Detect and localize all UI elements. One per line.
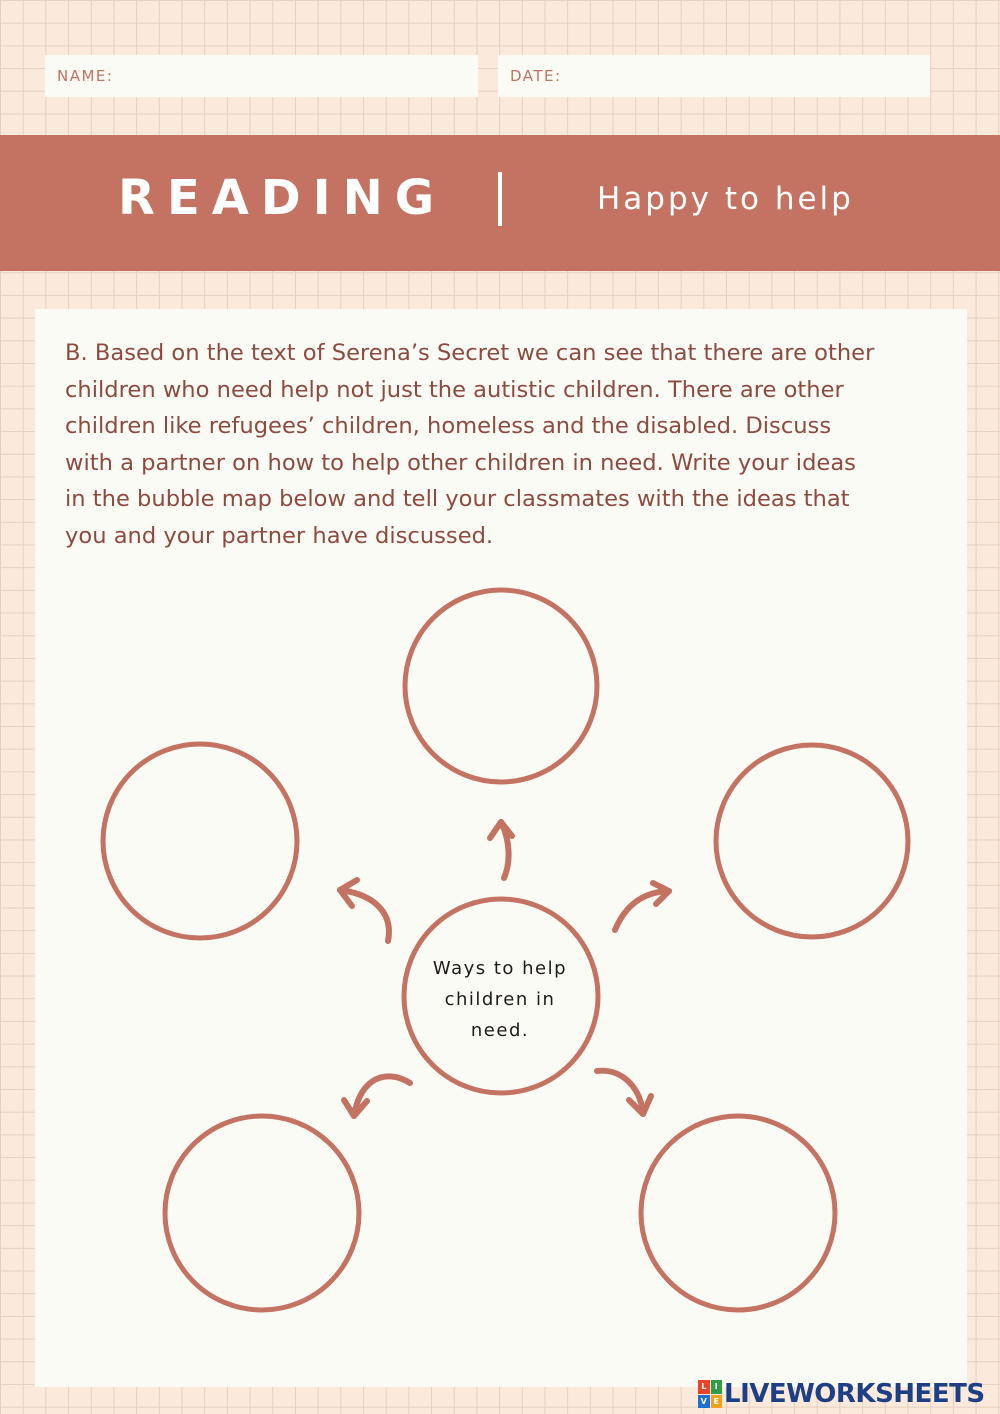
bubble-right[interactable]	[716, 745, 908, 937]
arrow-left	[340, 880, 389, 941]
liveworksheets-text: LIVEWORKSHEETS	[724, 1379, 985, 1409]
date-label: DATE:	[510, 67, 562, 85]
arrow-top	[490, 822, 512, 878]
center-bubble-label: Ways to help children in need.	[432, 958, 568, 1041]
liveworksheets-watermark	[698, 1379, 985, 1409]
bubble-bottom-left[interactable]	[165, 1116, 359, 1310]
arrow-bottom-left	[344, 1076, 410, 1116]
banner-title: READING	[118, 170, 447, 226]
banner-subtitle: Happy to help	[597, 181, 854, 217]
bubble-bottom-right[interactable]	[641, 1116, 835, 1310]
bubble-left[interactable]	[103, 744, 297, 938]
name-label: NAME:	[57, 67, 114, 85]
bubble-top[interactable]	[405, 590, 597, 782]
liveworksheets-logo-icon: L I V E	[698, 1380, 722, 1408]
arrow-right	[615, 883, 669, 930]
arrow-bottom-right	[597, 1071, 651, 1114]
instructions-text: B. Based on the text of Serena’s Secret we can see that there are other children who need help not just the autistic children. There are other children like refugees’ children, homeless and the disabled. Discuss with a partner on how to help other children in need. Write your ideas in the bubble map below and tell your classmates with the ideas that you and your partner have discussed.	[65, 340, 875, 549]
